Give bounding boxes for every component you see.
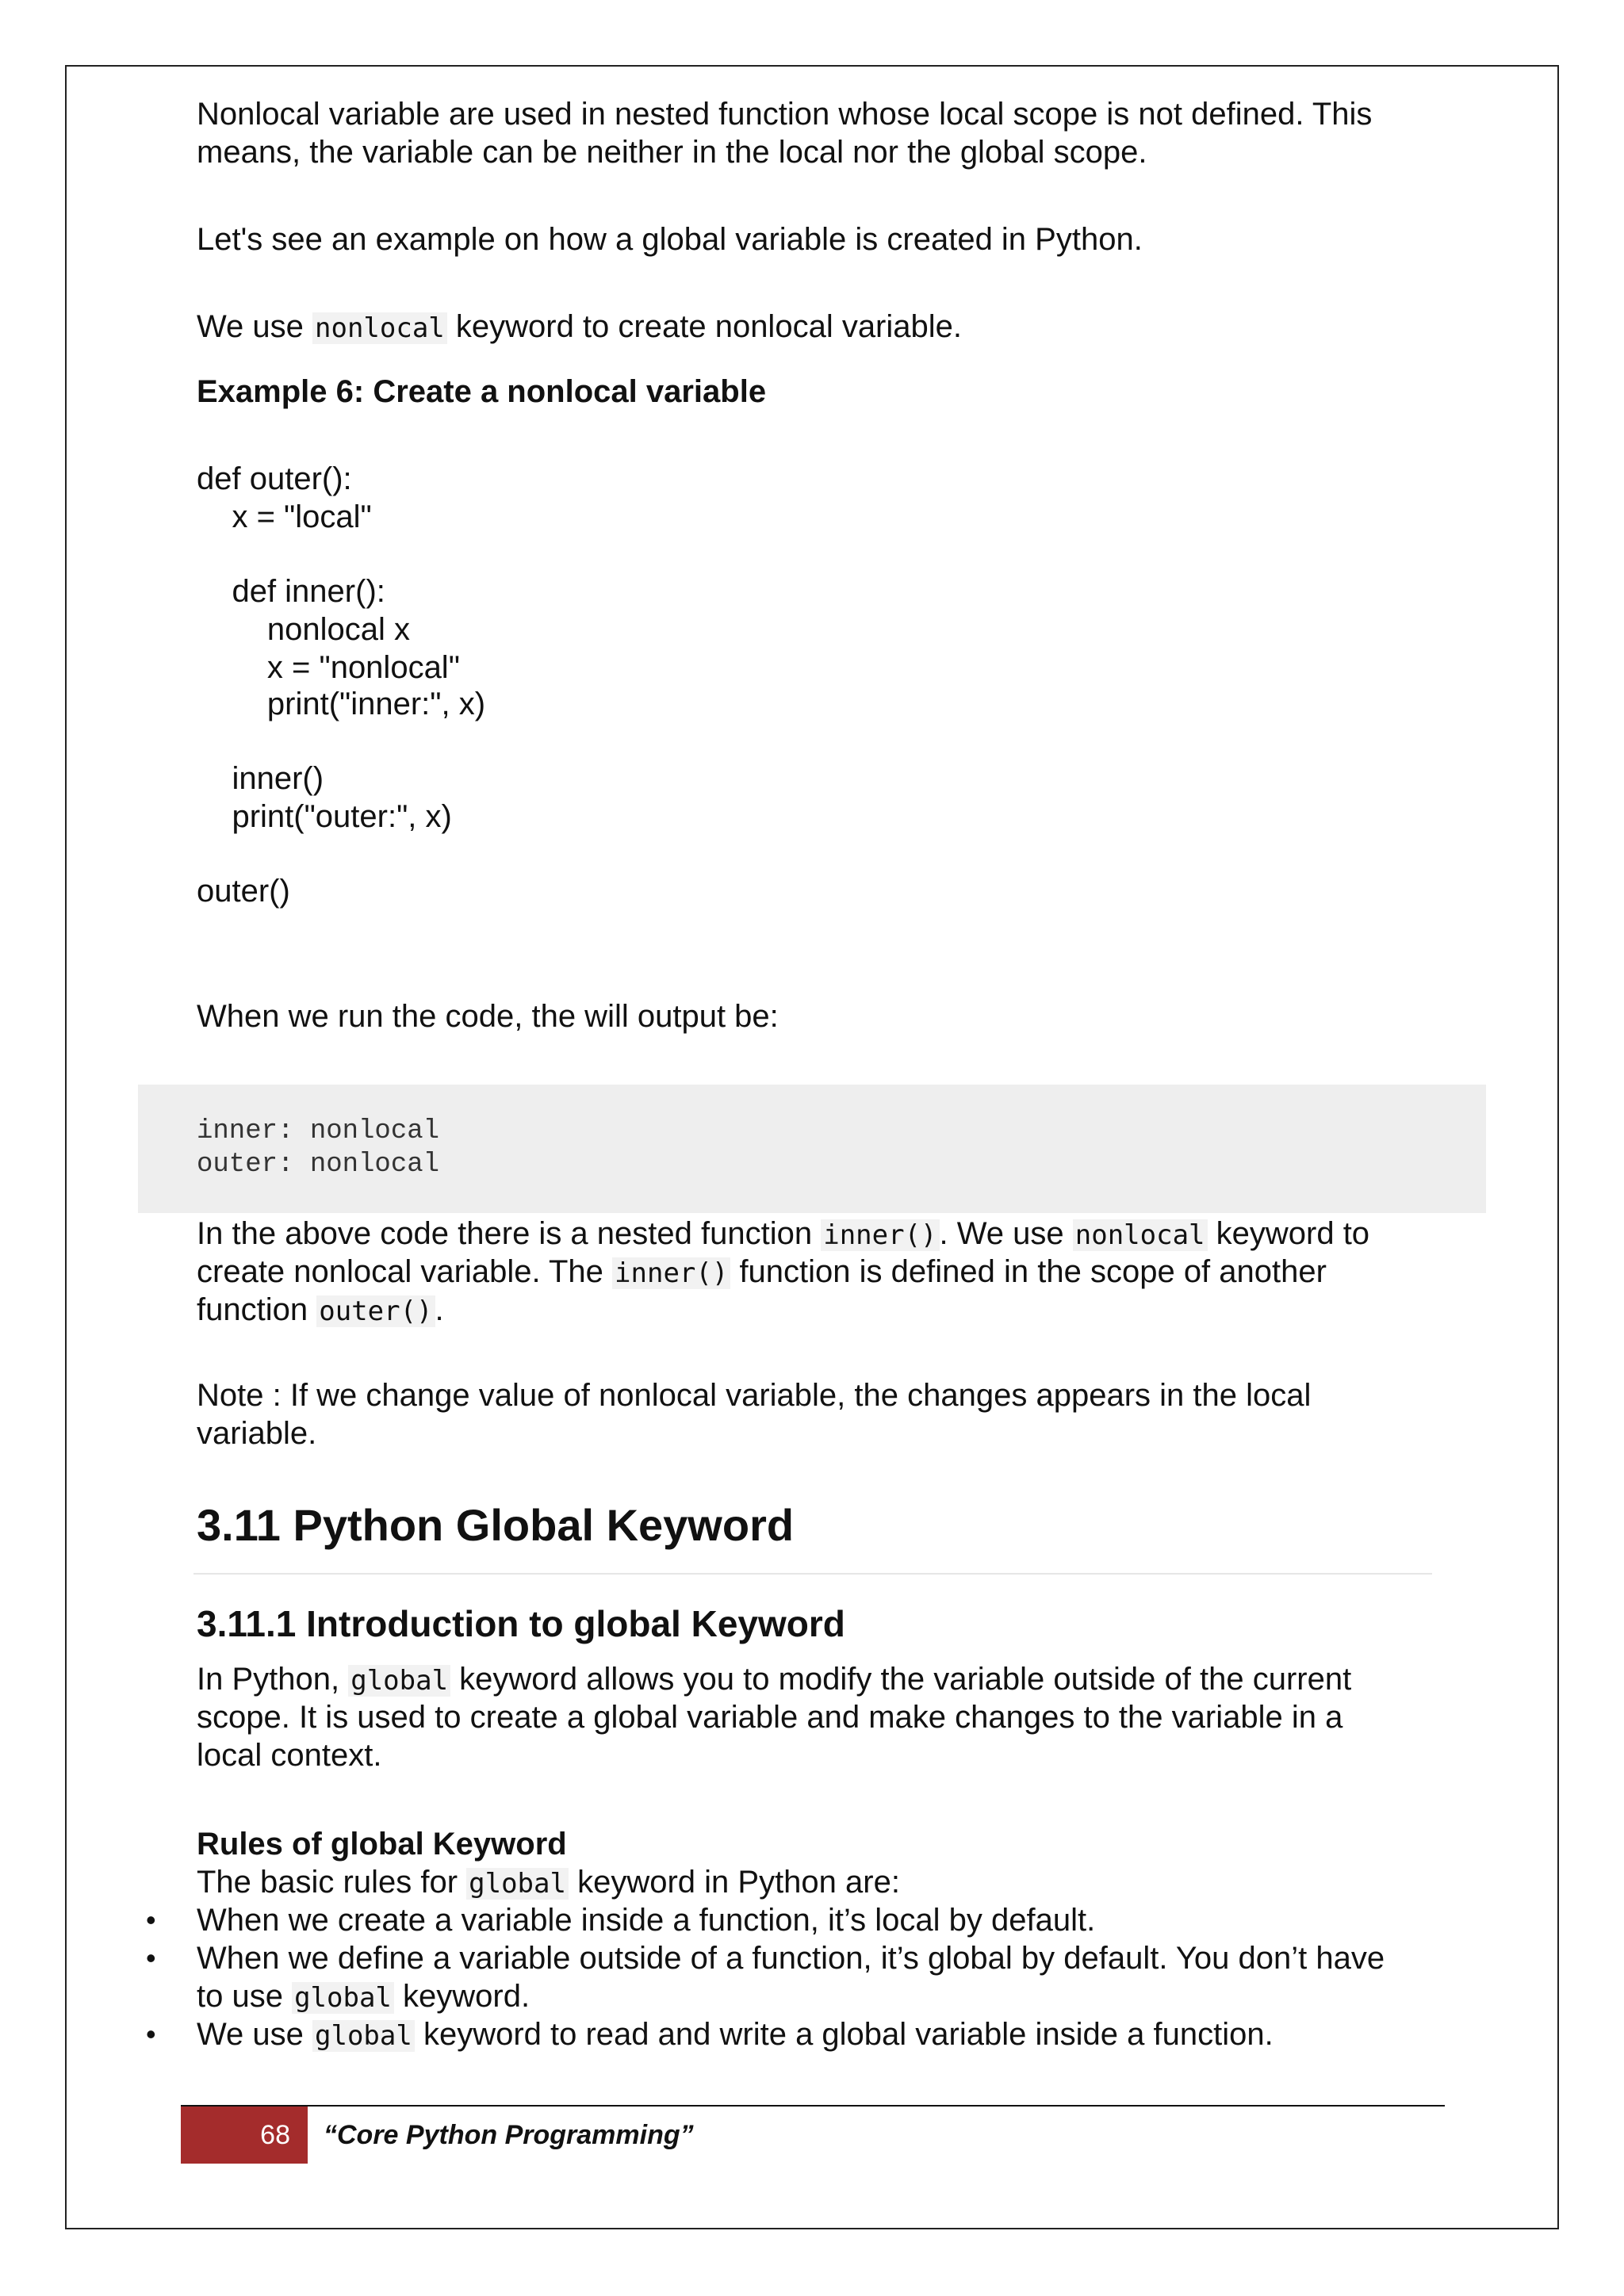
example-heading: Example 6: Create a nonlocal variable	[197, 374, 767, 409]
rule-item-3: We use global keyword to read and write a global variable inside a function.	[197, 2017, 1274, 2052]
inline-code: nonlocal	[312, 312, 447, 344]
explain-line-3: function outer().	[197, 1292, 444, 1327]
inline-code: outer()	[316, 1295, 435, 1327]
output-block	[138, 1085, 1486, 1213]
rule-item-2-line-1: When we define a variable outside of a function, it’s global by default. You don’t have	[197, 1941, 1385, 1976]
rules-lead: The basic rules for global keyword in Python are:	[197, 1865, 900, 1900]
inline-code: global	[466, 1868, 569, 1900]
global-intro-line-2: scope. It is used to create a global variable and make changes to the variable in a	[197, 1700, 1343, 1735]
inline-code: inner()	[821, 1219, 939, 1251]
rule-item-2-line-2: to use global keyword.	[197, 1979, 530, 2014]
inline-code: inner()	[612, 1257, 730, 1289]
subsection-heading: 3.11.1 Introduction to global Keyword	[197, 1603, 845, 1644]
global-intro-line-1: In Python, global keyword allows you to modify the variable outside of the current	[197, 1662, 1352, 1697]
code-line: def outer():	[197, 461, 352, 496]
section-divider	[193, 1573, 1432, 1575]
output-line-2: outer: nonlocal	[197, 1150, 440, 1180]
book-title: “Core Python Programming”	[324, 2120, 694, 2150]
code-line: outer()	[197, 874, 290, 909]
intro-paragraph-3: We use nonlocal keyword to create nonlocal variable.	[197, 309, 963, 344]
note-line-2: variable.	[197, 1416, 317, 1451]
section-heading: 3.11 Python Global Keyword	[197, 1500, 795, 1550]
explain-line-1: In the above code there is a nested function inner(). We use nonlocal keyword to	[197, 1216, 1370, 1251]
code-line: print("outer:", x)	[197, 799, 452, 834]
bullet-icon: •	[146, 1942, 156, 1974]
code-line: inner()	[197, 761, 324, 796]
code-line: def inner():	[197, 574, 385, 609]
global-intro-line-3: local context.	[197, 1738, 382, 1773]
bullet-icon: •	[146, 2018, 156, 2050]
intro-paragraph-2: Let's see an example on how a global variable is created in Python.	[197, 222, 1143, 257]
code-line: print("inner:", x)	[197, 687, 486, 721]
inline-code: nonlocal	[1073, 1219, 1208, 1251]
rules-heading: Rules of global Keyword	[197, 1827, 567, 1862]
note-line-1: Note : If we change value of nonlocal variable, the changes appears in the local	[197, 1378, 1312, 1413]
explain-line-2: create nonlocal variable. The inner() function is defined in the scope of another	[197, 1254, 1327, 1289]
output-line-1: inner: nonlocal	[197, 1116, 440, 1146]
bullet-icon: •	[146, 1904, 156, 1936]
inline-code: global	[348, 1665, 450, 1697]
inline-code: global	[292, 1982, 394, 2014]
intro-line-2: means, the variable can be neither in the local nor the global scope.	[197, 135, 1147, 170]
run-text: When we run the code, the will output be:	[197, 999, 779, 1034]
rule-item-1: When we create a variable inside a function, it’s local by default.	[197, 1903, 1096, 1938]
code-line: x = "nonlocal"	[197, 650, 460, 685]
intro-line-1: Nonlocal variable are used in nested function whose local scope is not defined. This	[197, 97, 1373, 132]
inline-code: global	[312, 2020, 415, 2052]
code-line: x = "local"	[197, 499, 372, 534]
code-line: nonlocal x	[197, 612, 411, 647]
page-number: 68	[181, 2107, 308, 2164]
